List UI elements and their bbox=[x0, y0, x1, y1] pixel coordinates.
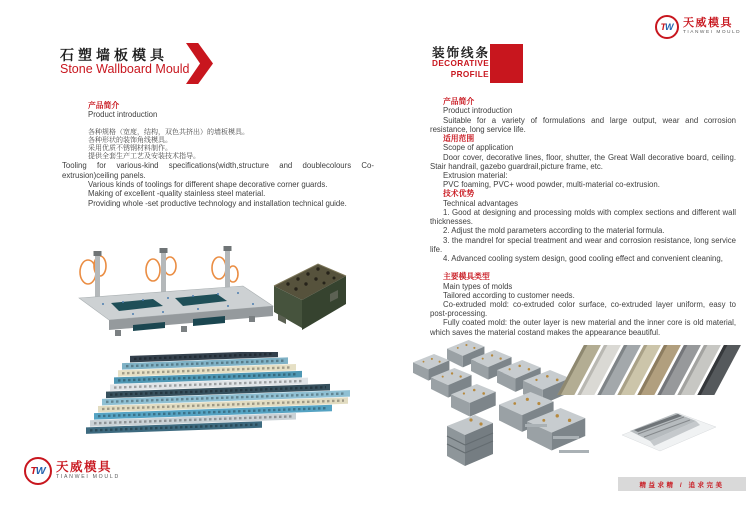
right-page-title-en-line2: PROFILE bbox=[450, 69, 489, 79]
footer-slogan-bar bbox=[618, 477, 746, 491]
wallboard-stack-photo bbox=[68, 352, 352, 444]
section-paragraph: Extrusion material: bbox=[443, 171, 508, 180]
section-heading-en: Main types of molds bbox=[443, 281, 513, 291]
section-paragraph: Door cover, decorative lines, floor, shutter, the Great Wall decorative board, ceiling. Stair handrail, gazebo guardrail,picture frame, etc. bbox=[430, 152, 736, 171]
section-paragraph: 4. Advanced cooling system design, good cooling effect and convenient cleaning, bbox=[443, 254, 723, 264]
left-section-heading-en: Product introduction bbox=[88, 110, 158, 120]
brand-name bbox=[683, 18, 741, 35]
left-cn-line: 各种形状的装饰角线模具。 bbox=[88, 136, 172, 144]
brand-name-en: TIANWEI MOULD bbox=[56, 474, 120, 481]
calibration-table-illustration bbox=[73, 246, 278, 338]
red-accent-block bbox=[490, 44, 523, 83]
left-en-line: Making of excellent -quality stainless steel material. bbox=[88, 189, 266, 199]
section-heading-en: Scope of application bbox=[443, 143, 514, 153]
section-paragraph: PVC foaming, PVC+ wood powder, multi-material co-extrusion. bbox=[443, 180, 660, 190]
section-product-introduction bbox=[430, 97, 736, 134]
left-page-title-en: Stone Wallboard Mould bbox=[60, 62, 190, 76]
tw-logo-icon bbox=[24, 457, 52, 485]
section-main-types-of-molds bbox=[430, 272, 736, 337]
section-heading-cn: 主要模具类型 bbox=[443, 272, 490, 282]
profile-samples-illustration bbox=[553, 341, 748, 403]
left-page-title-cn: 石塑墙板模具 bbox=[60, 47, 168, 63]
left-en-paragraph: Tooling for various-kind specifications(width,structure and doublecolours Co-extrusion)ceiling panels. bbox=[62, 161, 374, 180]
logo-letter-t: T bbox=[660, 22, 666, 32]
section-paragraph: Fully coated mold: the outer layer is new material and the inner core is old material, which saves the material costand makes the appearance beautiful. bbox=[430, 318, 736, 337]
left-cn-line: 采用优质不锈钢材料制作。 bbox=[88, 145, 172, 152]
profile-samples-photo bbox=[553, 341, 748, 403]
right-text-column bbox=[430, 97, 736, 337]
corner-profile-illustration bbox=[620, 401, 720, 459]
section-paragraph: 2. Adjust the mold parameters according to the material formula. bbox=[443, 226, 665, 236]
brand-name-cn: 天威模具 bbox=[683, 17, 733, 30]
section-technical-advantages bbox=[430, 189, 736, 263]
logo-letter-t: T bbox=[30, 465, 37, 477]
left-intro-section bbox=[62, 101, 374, 208]
logo-letter-w: W bbox=[665, 22, 674, 32]
brand-logo-bottom-left bbox=[24, 457, 120, 485]
corner-profile-photo bbox=[620, 401, 720, 459]
section-heading-cn: 产品简介 bbox=[443, 97, 475, 106]
right-page-title-cn: 装饰线条 bbox=[432, 46, 491, 60]
right-page-title-en-line1: DECORATIVE bbox=[432, 59, 490, 68]
chevron-right-icon bbox=[186, 43, 213, 84]
extrusion-mould-photo bbox=[266, 256, 352, 338]
left-cn-line: 提供全套生产工艺及安装技术指导。 bbox=[88, 153, 200, 161]
section-scope-of-application bbox=[430, 134, 736, 189]
left-cn-line: 各种规格（宽度，结构，双色共挤出）的墙板模具。 bbox=[88, 128, 249, 136]
section-heading-cn: 适用范围 bbox=[443, 134, 475, 143]
left-en-line: Various kinds of toolings for different shape decorative corner guards. bbox=[88, 180, 328, 189]
brand-name-cn: 天威模具 bbox=[56, 460, 113, 475]
brand-logo-top-right bbox=[655, 15, 741, 39]
section-heading-cn: 技术优势 bbox=[443, 189, 475, 199]
left-section-heading-cn: 产品简介 bbox=[88, 101, 120, 110]
brand-name-en: TIANWEI MOULD bbox=[683, 29, 742, 35]
tw-logo-icon bbox=[655, 15, 679, 39]
footer-slogan-text: 精益求精 / 追求完美 bbox=[639, 481, 725, 489]
brand-name bbox=[56, 461, 120, 480]
section-paragraph: Co-extruded mold: co-extruded color surface, co-extruded layer uniform, easy to post-processing. bbox=[430, 300, 736, 319]
section-heading-en: Technical advantages bbox=[443, 198, 518, 208]
section-paragraph: 3. the mandrel for special treatment and wear and corrosion resistance, long service life. bbox=[430, 235, 736, 254]
section-paragraph: Tailored according to customer needs. bbox=[443, 290, 575, 300]
section-heading-en: Product introduction bbox=[443, 106, 513, 116]
logo-letter-w: W bbox=[35, 465, 46, 477]
section-paragraph: 1. Good at designing and processing molds with complex sections and different wall thicknesses. bbox=[430, 208, 736, 227]
wallboard-stack-illustration bbox=[68, 352, 352, 444]
section-paragraph: Suitable for a variety of formulations and large output, wear and corrosion resistance, long service life. bbox=[430, 115, 736, 134]
extrusion-mould-illustration bbox=[266, 256, 352, 338]
calibration-table-photo bbox=[73, 246, 278, 338]
left-en-line: Providing whole -set productive technology and installation technical guide. bbox=[88, 198, 347, 208]
